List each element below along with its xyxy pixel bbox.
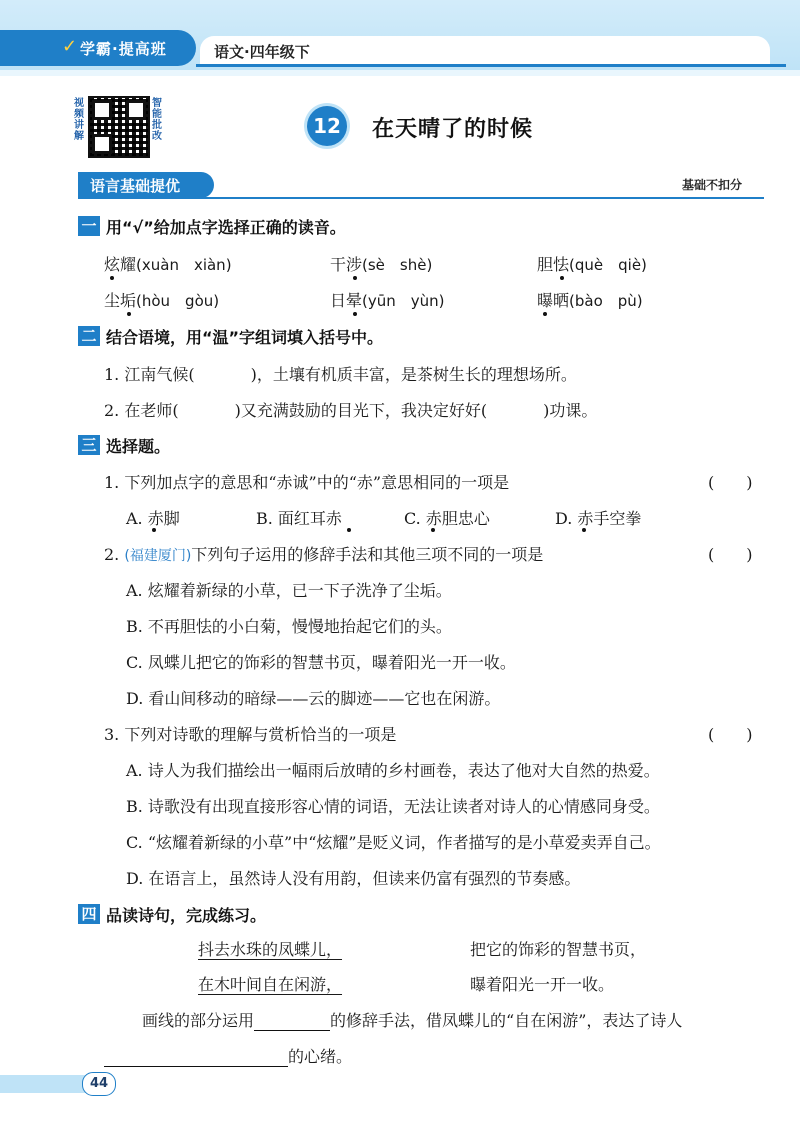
- answer-blank[interactable]: [254, 1012, 330, 1031]
- poem-line-underlined: 在木叶间自在闲游，: [198, 975, 343, 994]
- header-rule: [196, 64, 786, 67]
- subject-grade: 语文·四年级下: [214, 43, 310, 61]
- word: 胆怯: [537, 255, 570, 274]
- region-tag: (福建厦门): [124, 548, 192, 564]
- section-rule: [78, 197, 764, 199]
- answer-sentence-cont: 的心绪。: [104, 1044, 352, 1067]
- word: 日晕: [330, 291, 363, 310]
- emphasis-dot-icon: [152, 528, 156, 532]
- pinyin-item: [104, 288, 219, 311]
- section-note: 基础不扣分: [682, 178, 743, 192]
- poem-line-underlined: 抖去水珠的凤蝶儿，: [198, 940, 343, 959]
- option-b[interactable]: B. 不再胆怯的小白菊，慢慢地抬起它们的头。: [126, 617, 452, 636]
- option-d[interactable]: D. 在语言上，虽然诗人没有用韵，但读来仍富有强烈的节奏感。: [126, 869, 581, 888]
- answer-parentheses[interactable]: ( ): [708, 545, 753, 564]
- sub-question-stem: 2. (福建厦门)下列句子运用的修辞手法和其他三项不同的一项是: [104, 545, 544, 564]
- qr-finder-icon: [126, 100, 146, 120]
- pinyin-options[interactable]: (yūn yùn): [362, 292, 445, 310]
- qr-code-icon[interactable]: [88, 96, 150, 158]
- option-a[interactable]: A. 诗人为我们描绘出一幅雨后放晴的乡村画卷，表达了他对大自然的热爱。: [126, 761, 660, 780]
- qr-left-label: 视频讲解: [74, 98, 84, 142]
- page-number: 44: [82, 1072, 116, 1096]
- poem-line: 把它的饰彩的智慧书页，: [470, 940, 647, 959]
- emphasis-dot-icon: [582, 528, 586, 532]
- option-b[interactable]: B. 面红耳赤: [256, 509, 342, 528]
- pinyin-options[interactable]: (hòu gòu): [136, 292, 220, 310]
- emphasis-dot-icon: [127, 312, 131, 316]
- answer-parentheses[interactable]: ( ): [708, 725, 753, 744]
- pinyin-item: [537, 288, 643, 311]
- emphasis-dot-icon: [560, 276, 564, 280]
- pinyin-item: [537, 252, 647, 275]
- sub-question-stem: 3. 下列对诗歌的理解与赏析恰当的一项是: [104, 725, 397, 744]
- option-c[interactable]: C. 赤胆忠心: [404, 509, 490, 528]
- option-d[interactable]: D. 赤手空拳: [555, 509, 642, 528]
- question-prompt: 结合语境，用“温”字组词填入括号中。: [106, 328, 384, 347]
- question-badge: 三: [78, 435, 100, 455]
- question-prompt: 用“√”给加点字选择正确的读音。: [106, 218, 346, 237]
- word: 曝晒: [537, 291, 570, 310]
- qr-finder-icon: [92, 134, 112, 154]
- brand-name: 学霸·提高班: [80, 40, 167, 58]
- brand-logo-icon: ✓: [62, 36, 78, 57]
- word: 尘垢: [104, 291, 137, 310]
- word: 炫耀: [104, 255, 137, 274]
- lesson-number: 12: [307, 106, 347, 146]
- poem-line: 曝着阳光一开一收。: [470, 975, 615, 994]
- pinyin-options[interactable]: (bào pù): [569, 292, 643, 310]
- lesson-title: 在天晴了的时候: [372, 117, 534, 142]
- option-a[interactable]: A. 赤脚: [126, 509, 180, 528]
- pinyin-item: [330, 288, 445, 311]
- section-title: 语言基础提优: [90, 177, 181, 195]
- pinyin-options[interactable]: (sè shè): [362, 256, 433, 274]
- emphasis-dot-icon: [543, 312, 547, 316]
- question-prompt: 品读诗句，完成练习。: [106, 906, 267, 925]
- pinyin-options[interactable]: (què qiè): [569, 256, 647, 274]
- option-c[interactable]: C. “炫耀着新绿的小草”中“炫耀”是贬义词，作者描写的是小草爱卖弄自己。: [126, 833, 661, 852]
- pinyin-options[interactable]: (xuàn xiàn): [136, 256, 232, 274]
- fill-sentence-1: 1. 江南气候( )，土壤有机质丰富，是茶树生长的理想场所。: [104, 365, 577, 384]
- emphasis-dot-icon: [353, 312, 357, 316]
- emphasis-dot-icon: [431, 528, 435, 532]
- sub-question-stem: 1. 下列加点字的意思和“赤诚”中的“赤”意思相同的一项是: [104, 473, 510, 492]
- qr-right-label: 智能批改: [152, 98, 162, 142]
- question-badge: 二: [78, 326, 100, 346]
- option-b[interactable]: B. 诗歌没有出现直接形容心情的词语，无法让读者对诗人的心情感同身受。: [126, 797, 660, 816]
- emphasis-dot-icon: [353, 276, 357, 280]
- option-d[interactable]: D. 看山间移动的暗绿——云的脚迹——它也在闲游。: [126, 689, 501, 708]
- answer-parentheses[interactable]: ( ): [708, 473, 753, 492]
- word: 干涉: [330, 255, 363, 274]
- option-a[interactable]: A. 炫耀着新绿的小草，已一下子洗净了尘垢。: [126, 581, 452, 600]
- pinyin-item: [330, 252, 432, 275]
- question-badge: 一: [78, 216, 100, 236]
- pinyin-item: [104, 252, 232, 275]
- qr-finder-icon: [92, 100, 112, 120]
- emphasis-dot-icon: [110, 276, 114, 280]
- fill-sentence-2: 2. 在老师( )又充满鼓励的目光下，我决定好好( )功课。: [104, 401, 598, 420]
- question-prompt: 选择题。: [106, 437, 171, 456]
- question-badge: 四: [78, 904, 100, 924]
- option-c[interactable]: C. 凤蝶儿把它的饰彩的智慧书页，曝着阳光一开一收。: [126, 653, 516, 672]
- emphasis-dot-icon: [347, 528, 351, 532]
- answer-sentence: 画线的部分运用 的修辞手法，借凤蝶儿的“自在闲游”，表达了诗人: [142, 1011, 683, 1030]
- answer-blank[interactable]: [104, 1048, 288, 1067]
